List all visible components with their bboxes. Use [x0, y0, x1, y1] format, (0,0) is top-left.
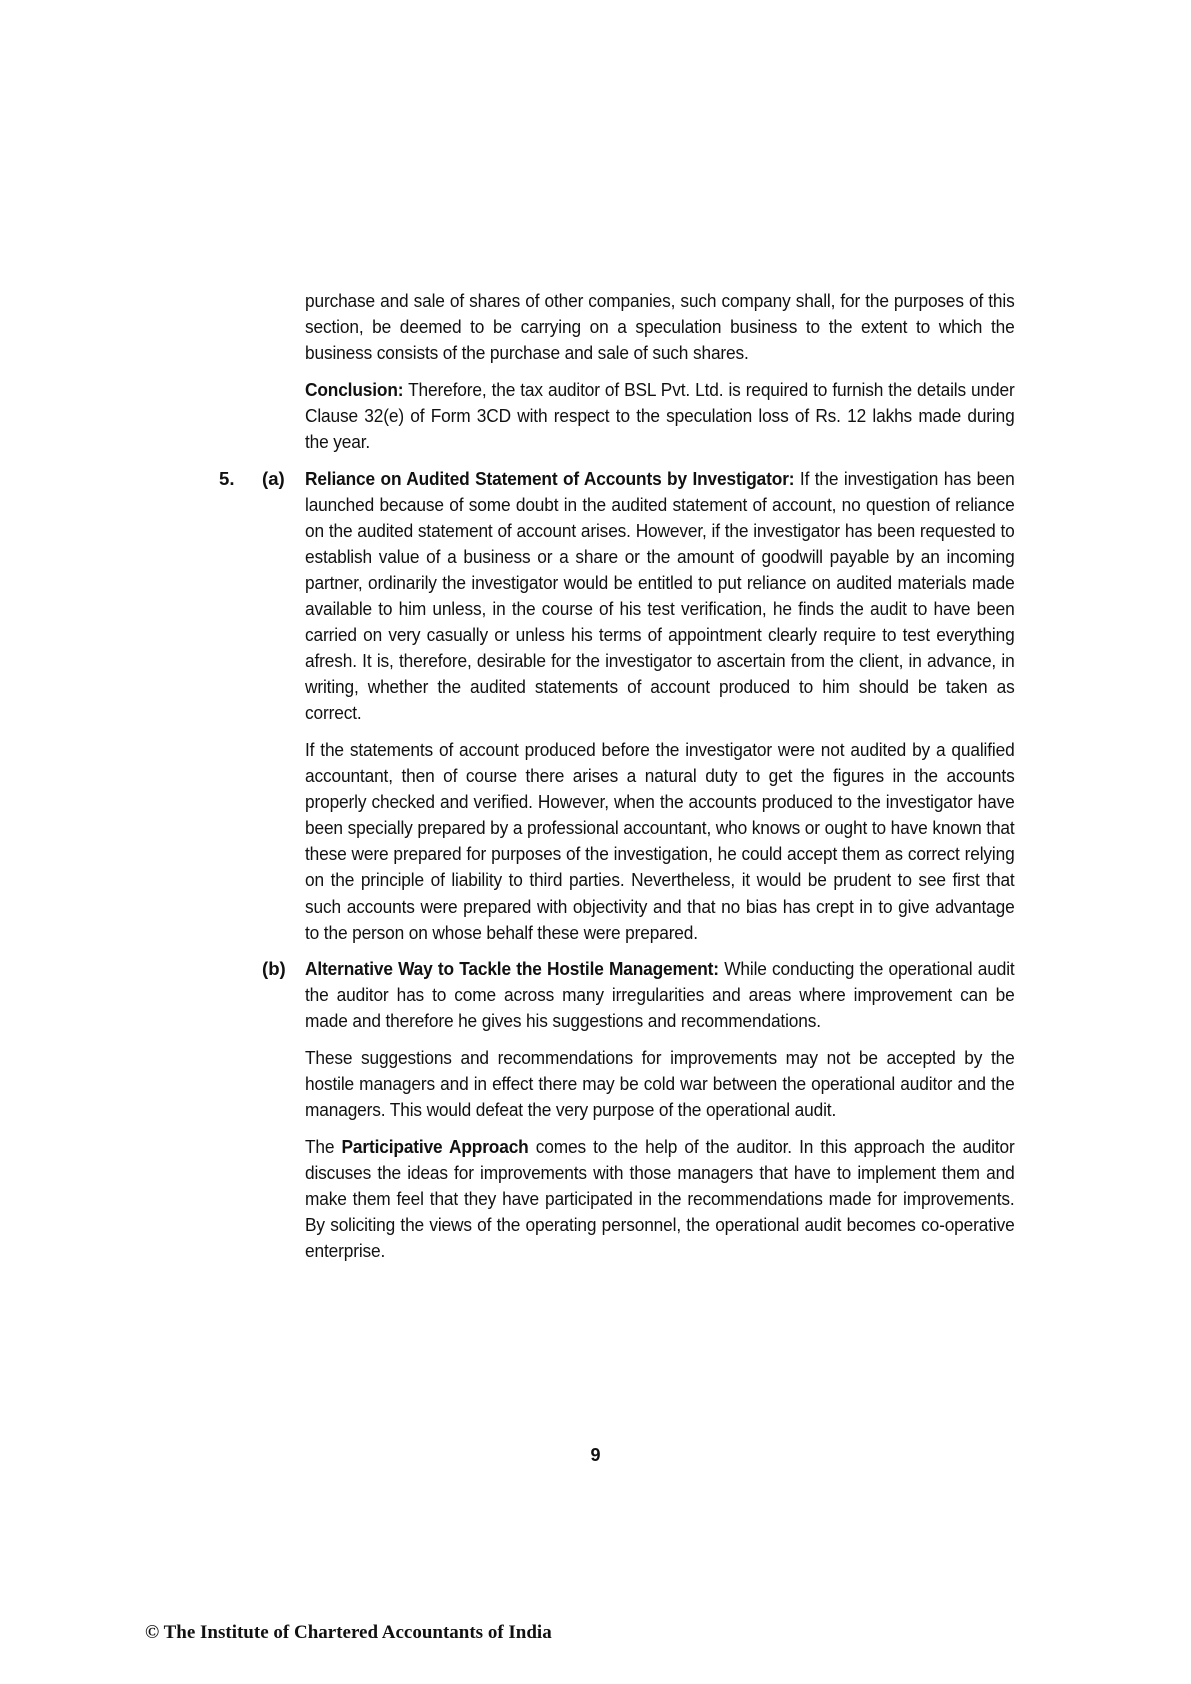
answer-5b-para3-text: comes to the help of the auditor. In this approach the auditor discuses the ideas for improvements with those managers that have to implement them and make them feel that they have participated in the recommendations made for improvements. By soliciting the views of the operating personnel, the operational audit becomes co-operative enterprise.: [305, 1135, 1015, 1262]
sub-item-label-a: (a): [262, 467, 285, 489]
answer-5b-heading: Alternative Way to Tackle the Hostile Management:: [305, 958, 719, 980]
answer-5a-paragraph-2: If the statements of account produced before the investigator were not audited by a qualified accountant, then of course there arises a natural duty to get the figures in the accounts properly checked and verified. However, when the accounts produced to the investigator have been specially prepared by a professional accountant, who knows or ought to have known that these were prepared for purposes of the investigation, he could accept them as correct relying on the principle of liability to third parties. Nevertheless, it would be prudent to see first that such accounts were prepared with objectivity and that no bias has crept in to give advantage to the person on whose behalf these were prepared.: [305, 739, 1015, 943]
participative-approach-term: Participative Approach: [341, 1135, 529, 1157]
answer-5b-paragraph-2: These suggestions and recommendations for improvements may not be accepted by the hostile managers and in effect there may be cold war between the operational auditor and the managers. This would defeat the very purpose of the operational audit.: [305, 1047, 1015, 1121]
answer-5b-para3-prefix: The: [305, 1135, 342, 1157]
answer-5a-heading: Reliance on Audited Statement of Accounts by Investigator:: [305, 467, 795, 489]
sub-item-label-b: (b): [262, 958, 286, 980]
page-body: [0, 288, 1191, 1275]
answer-5b-text: While conducting the operational audit the auditor has to come across many irregularities and areas where improvement can be made and therefore he gives his suggestions and recommendations.: [305, 958, 1015, 1032]
conclusion-label: Conclusion:: [305, 378, 404, 400]
answer-5b-paragraph-3: [305, 1134, 1015, 1264]
question-number: 5.: [219, 467, 235, 489]
copyright-footer: © The Institute of Chartered Accountants of India: [145, 1622, 552, 1643]
answer-5a-paragraph: [305, 466, 1015, 727]
answer-5a-text: If the investigation has been launched because of some doubt in the audited statement of account, no question of reliance on the audited statement of account arises. However, if the investigator has been requested to establish value of a business or a share or the amount of goodwill payable by an incoming partner, ordinarily the investigator would be entitled to put reliance on audited materials made available to him unless, in the course of his test verification, he finds the audit to have been carried on very casually or unless his terms of appointment clearly require to test everything afresh. It is, therefore, desirable for the investigator to ascertain from the client, in advance, in writing, whether the audited statements of account produced to him should be taken as correct.: [305, 467, 1015, 724]
conclusion-paragraph: [305, 377, 1015, 455]
question-5-a: [0, 466, 1191, 727]
page-number: 9: [590, 1445, 601, 1465]
question-5-b: [0, 956, 1191, 1034]
continuation-paragraph: purchase and sale of shares of other companies, such company shall, for the purposes of this section, be deemed to be carrying on a speculation business to the extent to which the business consists of the purchase and sale of such shares.: [305, 290, 1015, 364]
conclusion-text: Therefore, the tax auditor of BSL Pvt. Ltd. is required to furnish the details under Clause 32(e) of Form 3CD with respect to the speculation loss of Rs. 12 lakhs made during the year.: [305, 378, 1015, 452]
answer-5b-paragraph: [305, 956, 1015, 1034]
